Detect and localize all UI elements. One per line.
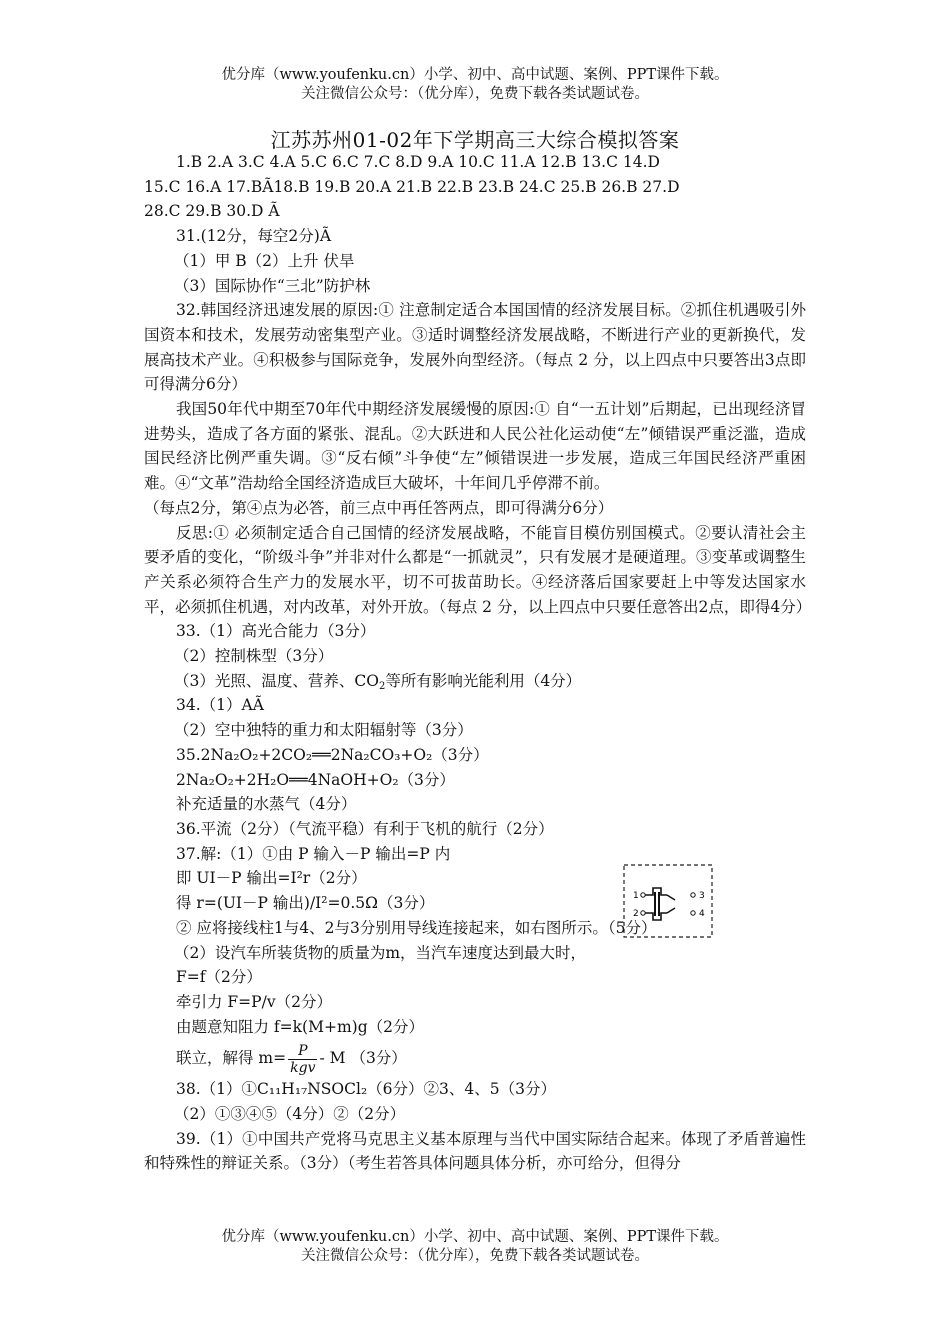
q32-scoring-note: （每点2分，第④点为必答，前三点中再任答两点，即可得满分6分）: [144, 498, 614, 517]
q37-line-7: 牵引力 F=P/v（2分）: [176, 992, 332, 1011]
q36-line: 36.平流（2分）（气流平稳）有利于飞机的航行（2分）: [176, 819, 554, 838]
q37-result-prefix: 联立，解得 m=: [176, 1049, 287, 1068]
q32-paragraph-3: 反思:① 必须制定适合自己国情的经济发展战略，不能盲目模仿别国模式。②要认清社会主要矛盾的变化，“阶级斗争”并非对什么都是“一抓就灵”，只有发展才是硬道理。③变革或调整生产关系必须符合生产力的发展水平，切不可拔苗助长。④经济落后国家要赶上中等发达国家水平，必须抓住机遇，对内改革，对外开放。（每点 2 分，以上四点中只要任意答出2点，即得4分）: [144, 523, 812, 616]
q33-line-3-b: 等所有影响光能利用（4分）: [385, 671, 582, 690]
footer-line-1: 优分库（www.youfenku.cn）小学、初中、高中试题、案例、PPT课件下载。: [221, 1229, 729, 1245]
q37-line-1: 37.解:（1）①由 P 输入－P 输出=P 内: [176, 844, 451, 863]
terminal-1: [641, 893, 645, 897]
footer-line-2: 关注微信公众号：（优分库），免费下载各类试题试卷。: [301, 1248, 649, 1264]
wire-stub-lower: [667, 908, 675, 913]
q32-paragraph-1: 32.韩国经济迅速发展的原因:① 注意制定适合本国国情的经济发展目标。②抓住机遇吸引外国资本和技术，发展劳动密集型产业。③适时调整经济发展战略，不断进行产业的更新换代，发展高技术产业。④积极参与国际竞争，发展外向型经济。（每点 2 分，以上四点中只要答出3点即可得满分6分）: [144, 301, 806, 394]
terminal-label-2: 2: [633, 909, 639, 919]
answer-body: [144, 150, 812, 1176]
q33-line-3-a: （3）光照、温度、营养、CO: [174, 671, 379, 690]
terminal-wiring-diagram: [623, 864, 713, 938]
q31-line-1: （1）甲 B（2）上升 伏旱: [174, 251, 355, 270]
q33-co2-subscript: 2: [378, 680, 386, 692]
q34-line-2: （2）空中独特的重力和太阳辐射等（3分）: [174, 721, 473, 740]
wire-stub-upper: [667, 895, 675, 900]
answers-row-3: 28.C 29.B 30.D Ã: [144, 202, 280, 221]
q37-line-6: F=f（2分）: [176, 968, 262, 987]
terminal-label-4: 4: [699, 909, 705, 919]
fraction-numerator: P: [288, 1043, 317, 1060]
q35-equation-1: 35.2Na₂O₂+2CO₂══2Na₂CO₃+O₂（3分）: [176, 745, 489, 764]
q37-line-8: 由题意知阻力 f=k(M+m)g（2分）: [176, 1017, 424, 1036]
q39-paragraph: 39.（1）①中国共产党将马克思主义基本原理与当代中国实际结合起来。体现了矛盾普遍性和特殊性的辩证关系。（3分）（考生若答具体问题具体分析，亦可给分，但得分: [144, 1129, 806, 1173]
q31-heading: 31.(12分，每空2分)Ã: [176, 227, 332, 246]
q34-line-1: 34.（1）AÃ: [176, 696, 264, 715]
terminal-4: [691, 911, 695, 915]
answers-row-2: 15.C 16.A 17.BÃ18.B 19.B 20.A 21.B 22.B 23.B 24.C 25.B 26.B 27.D: [144, 177, 680, 196]
q33-line-3: [144, 669, 806, 694]
answers-row-1: 1.B 2.A 3.C 4.A 5.C 6.C 7.C 8.D 9.A 10.C 11.A 12.B 13.C 14.D: [176, 153, 660, 171]
terminal-2: [641, 911, 645, 915]
q37-result-suffix: - M （3分）: [319, 1049, 407, 1068]
diagram-dashed-border: [624, 865, 712, 937]
q37-line-3: 得 r=(UI－P 输出)/I²=0.5Ω（3分）: [176, 894, 435, 913]
terminal-label-3: 3: [699, 891, 705, 901]
terminal-label-1: 1: [633, 891, 639, 901]
document-title: 江苏苏州01-02年下学期高三大综合模拟答案: [270, 128, 680, 152]
page-header: [0, 66, 950, 104]
header-line-1: 优分库（www.youfenku.cn）小学、初中、高中试题、案例、PPT课件下载。: [221, 67, 729, 83]
q31-line-2: （3）国际协作“三北”防护林: [174, 276, 371, 295]
q37-line-2: 即 UI－P 输出=I²r（2分）: [176, 869, 367, 888]
q35-line-3: 补充适量的水蒸气（4分）: [176, 795, 357, 814]
q37-fraction: [288, 1043, 317, 1076]
q37-line-4: ② 应将接线柱1与4、2与3分别用导线连接起来，如右图所示。（5分）: [176, 918, 657, 937]
q35-equation-2: 2Na₂O₂+2H₂O══4NaOH+O₂（3分）: [176, 770, 455, 789]
q37-line-5: （2）设汽车所装货物的质量为m，当汽车速度达到最大时，: [174, 943, 587, 962]
header-line-2: 关注微信公众号：（优分库），免费下载各类试题试卷。: [301, 86, 649, 102]
fraction-denominator: kgv: [290, 1059, 316, 1076]
terminal-3: [691, 893, 695, 897]
q33-line-1: 33.（1）高光合能力（3分）: [176, 622, 376, 641]
q37-line-9: [144, 1039, 806, 1077]
page-footer: [0, 1228, 950, 1266]
q33-line-2: （2）控制株型（3分）: [174, 647, 334, 666]
q38-line-2: （2）①③④⑤（4分）②（2分）: [174, 1105, 406, 1124]
q38-line-1: 38.（1）①C₁₁H₁₇NSOCl₂（6分）②3、4、5（3分）: [176, 1080, 556, 1099]
q32-paragraph-2: 我国50年代中期至70年代中期经济发展缓慢的原因:① 自“一五计划”后期起，已出现经济冒进势头，造成了各方面的紧张、混乱。②大跃进和人民公社化运动使“左”倾错误严重泛滥，造成国民经济比例严重失调。③“反右倾”斗争使“左”倾错误进一步发展，造成三年国民经济严重困难。④“文革”浩劫给全国经济造成巨大破坏，十年间几乎停滞不前。: [144, 400, 806, 493]
